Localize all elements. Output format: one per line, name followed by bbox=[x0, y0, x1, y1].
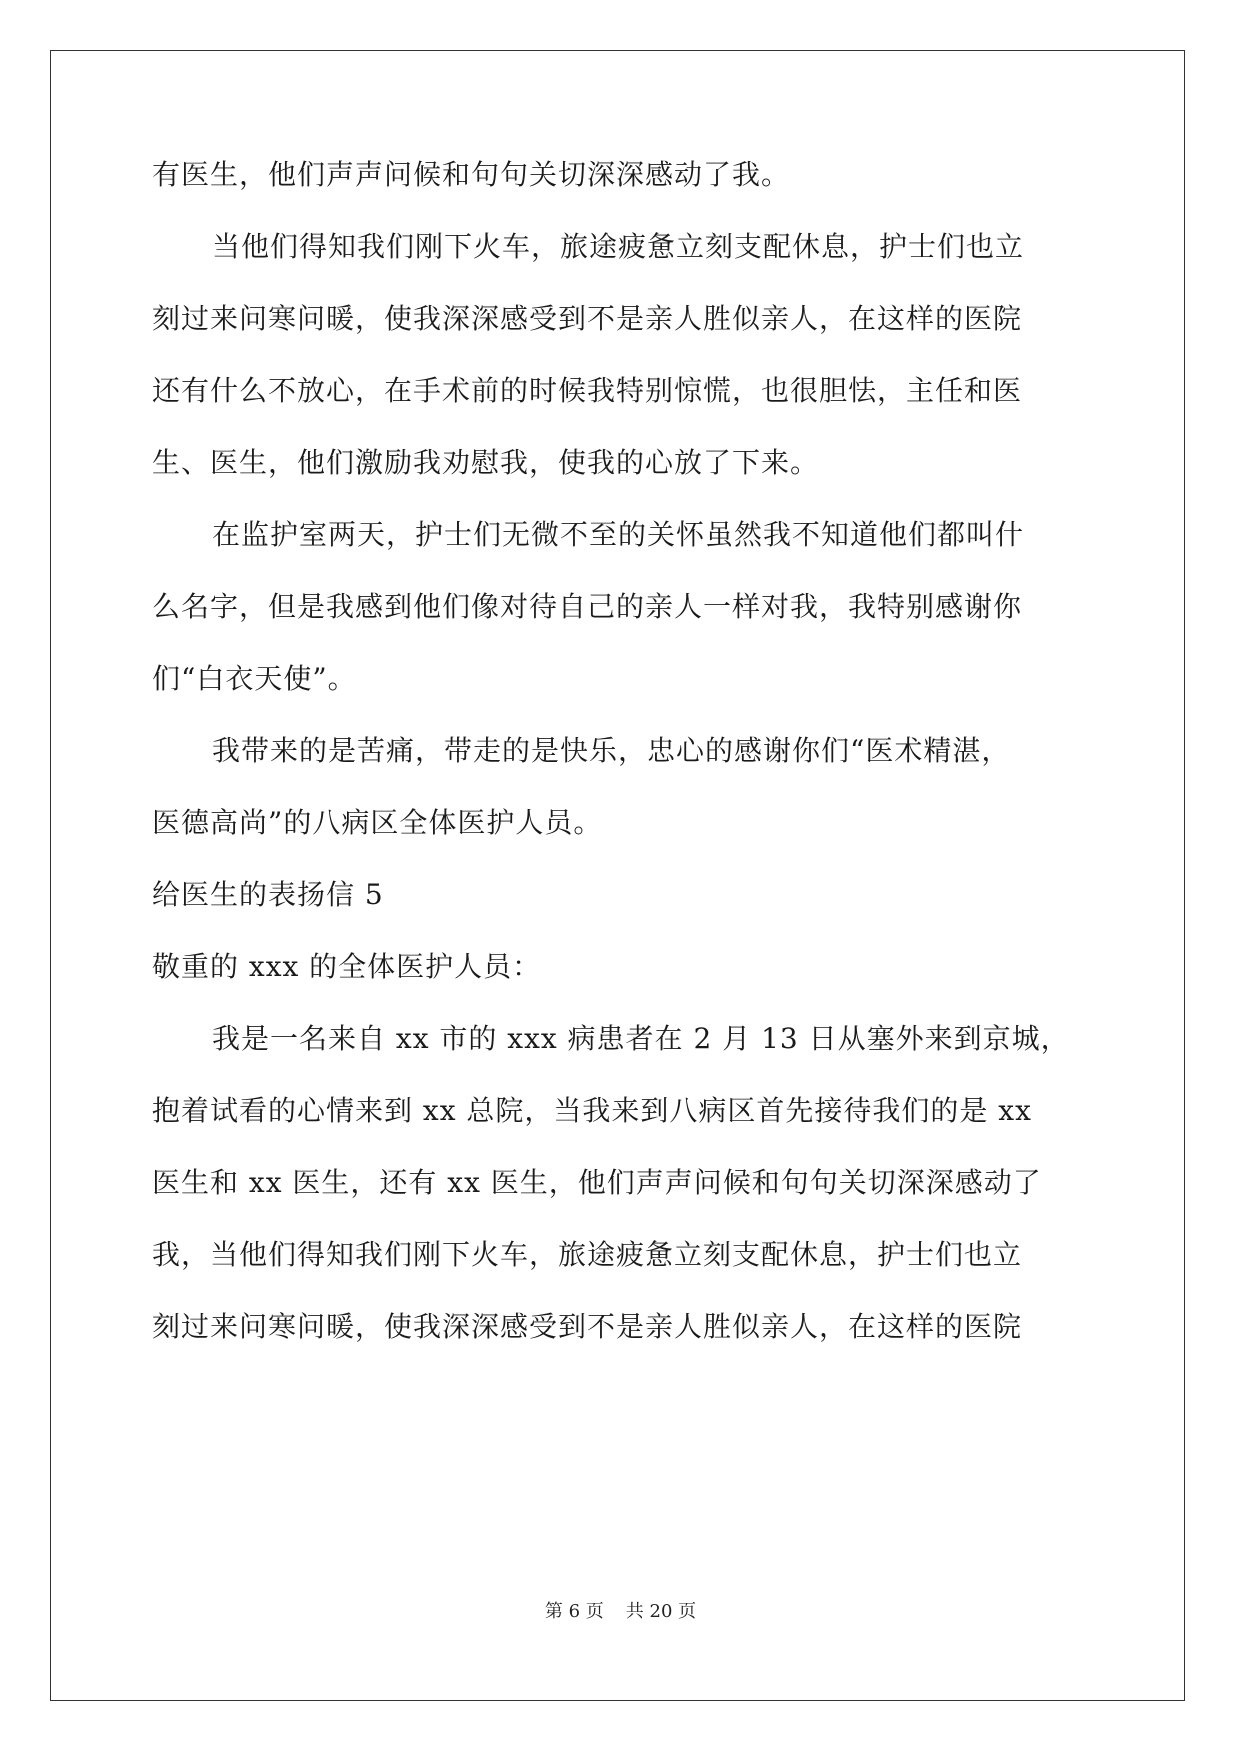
text-line: 还有什么不放心，在手术前的时候我特别惊慌，也很胆怯，主任和医 bbox=[152, 374, 1023, 407]
text-line: 么名字，但是我感到他们像对待自己的亲人一样对我，我特别感谢你 bbox=[152, 590, 1023, 623]
salutation: 敬重的 xxx 的全体医护人员： bbox=[152, 950, 542, 983]
page-total: 共 20 页 bbox=[625, 1601, 697, 1622]
page-number: 第 6 页 bbox=[544, 1601, 604, 1622]
text-line: 刻过来问寒问暖，使我深深感受到不是亲人胜似亲人，在这样的医院 bbox=[152, 302, 1023, 335]
text-line: 我，当他们得知我们刚下火车，旅途疲惫立刻支配休息，护士们也立 bbox=[152, 1238, 1023, 1271]
text-line: 在监护室两天，护士们无微不至的关怀虽然我不知道他们都叫什 bbox=[212, 518, 1025, 551]
text-line: 有医生，他们声声问候和句句关切深深感动了我。 bbox=[152, 158, 791, 191]
text-line: 当他们得知我们刚下火车，旅途疲惫立刻支配休息，护士们也立 bbox=[212, 230, 1025, 263]
text-line: 医生和 xx 医生，还有 xx 医生，他们声声问候和句句关切深深感动了 bbox=[152, 1166, 1042, 1199]
text-line: 医德高尚”的八病区全体医护人员。 bbox=[152, 806, 603, 839]
text-line: 们“白衣天使”。 bbox=[152, 662, 357, 695]
page-footer bbox=[0, 1600, 1241, 1624]
text-line: 生、医生，他们激励我劝慰我，使我的心放了下来。 bbox=[152, 446, 820, 479]
text-line: 我带来的是苦痛，带走的是快乐，忠心的感谢你们“医术精湛， bbox=[212, 734, 1011, 767]
text-line: 刻过来问寒问暖，使我深深感受到不是亲人胜似亲人，在这样的医院 bbox=[152, 1310, 1023, 1343]
text-line: 抱着试看的心情来到 xx 总院，当我来到八病区首先接待我们的是 xx bbox=[152, 1094, 1032, 1127]
section-heading: 给医生的表扬信 5 bbox=[152, 878, 384, 911]
text-line: 我是一名来自 xx 市的 xxx 病患者在 2 月 13 日从塞外来到京城， bbox=[212, 1022, 1070, 1055]
